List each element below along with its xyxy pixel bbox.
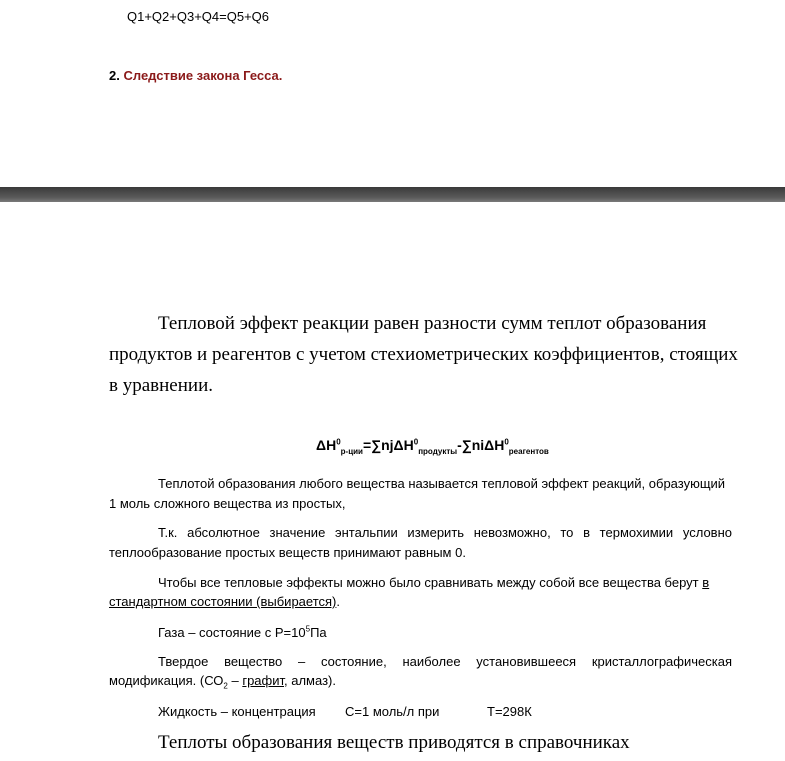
section-heading <box>109 68 282 83</box>
gas-text: Газа – состояние с Р=10 <box>158 625 306 640</box>
formula-sum-reagents: -∑niΔH <box>457 437 505 453</box>
definition-line-1: Теплотой образования любого вещества называется тепловой эффект реакций, образующий <box>158 476 726 491</box>
paragraph-line-3: в уравнении. <box>109 375 213 396</box>
standard-line-1 <box>158 575 709 590</box>
formula-sup: 0 <box>413 437 419 447</box>
solid-underlined: графит <box>242 673 285 688</box>
solid-line-2 <box>109 673 336 691</box>
standard-text: . <box>336 594 341 609</box>
paragraph-line-2: продуктов и реагентов с учетом стехиометрических коэффициентов, стоящих <box>109 344 738 365</box>
gas-sup: 5 <box>305 624 311 634</box>
standard-underlined: стандартном состоянии (выбирается) <box>109 594 337 609</box>
note-line-1: Т.к. абсолютное значение энтальпии измерить невозможно, то в термохимии условно <box>158 525 732 540</box>
solid-text: модификация. (СО <box>109 673 224 688</box>
liquid-concentration: С=1 моль/л при <box>345 704 440 719</box>
paragraph-line-1: Тепловой эффект реакции равен разности сумм теплот образования <box>158 313 707 334</box>
gas-unit: Па <box>310 625 327 640</box>
liquid-temperature: Т=298К <box>487 704 532 719</box>
formula-sub: реагентов <box>508 446 549 456</box>
liquid-text: Жидкость – концентрация <box>158 704 316 719</box>
page-divider <box>0 187 785 202</box>
formula-sup: 0 <box>504 437 509 447</box>
formula-sub: продукты <box>418 446 458 456</box>
solid-sub: 2 <box>223 681 228 691</box>
solid-text: – <box>227 673 243 688</box>
formula-delta-h: ΔH <box>316 437 337 453</box>
solid-line-1: Твердое вещество – состояние, наиболее установившееся кристаллографическая <box>158 654 732 669</box>
standard-underlined: в <box>702 575 710 590</box>
formula <box>316 437 549 456</box>
formula-sub: р-ции <box>340 446 363 456</box>
note-line-2: теплообразование простых веществ принимают равным 0. <box>109 545 466 560</box>
solid-text: , алмаз). <box>284 673 336 688</box>
section-title: Следствие закона Гесса. <box>123 68 283 83</box>
definition-line-2: 1 моль сложного вещества из простых, <box>109 496 346 511</box>
gas-line <box>158 625 327 640</box>
formula-sup: 0 <box>336 437 341 447</box>
section-number: 2. <box>109 68 120 83</box>
equation-text: Q1+Q2+Q3+Q4=Q5+Q6 <box>127 9 270 24</box>
standard-text: Чтобы все тепловые эффекты можно было сравнивать между собой все вещества берут <box>158 575 703 590</box>
formula-sum-products: =∑njΔH <box>362 437 414 453</box>
liquid-line <box>158 704 316 719</box>
standard-line-2 <box>109 594 340 609</box>
footer-line: Теплоты образования веществ приводятся в справочниках <box>158 732 630 753</box>
